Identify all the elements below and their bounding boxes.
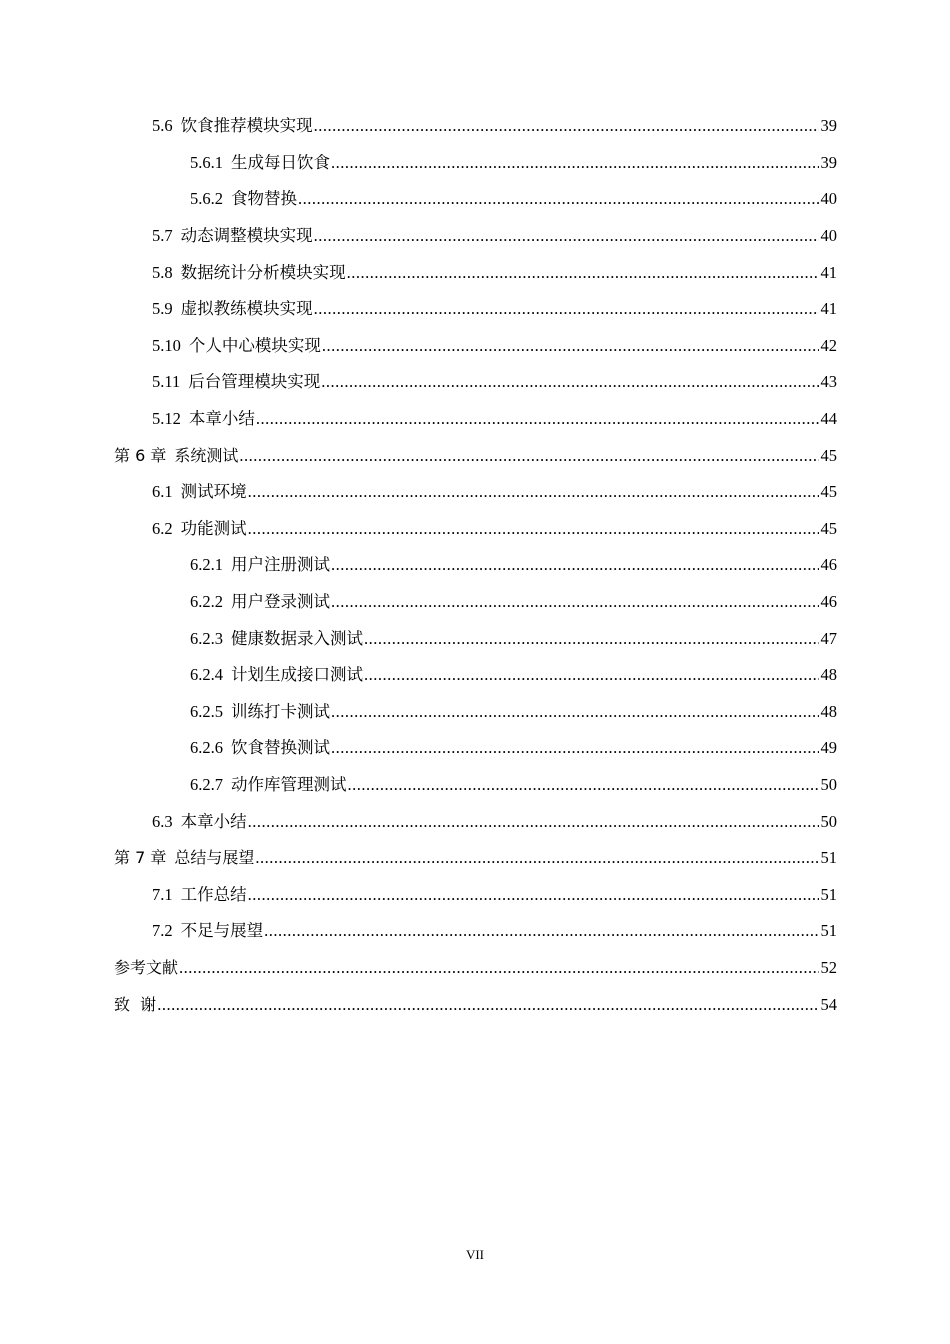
toc-entry-page: 43 xyxy=(820,372,837,392)
toc-entry-number: 6.1 xyxy=(152,482,173,502)
toc-entry-number: 5.6.2 xyxy=(190,189,223,209)
toc-entry-title: 功能测试 xyxy=(180,518,247,538)
toc-entry-page: 39 xyxy=(820,116,837,136)
toc-entry[interactable] xyxy=(0,767,950,804)
dot-leader xyxy=(255,848,818,868)
dot-leader xyxy=(321,372,818,392)
toc-entry-number: 6.2.2 xyxy=(190,592,223,612)
dot-leader xyxy=(314,116,819,136)
toc-entry[interactable] xyxy=(0,145,950,182)
toc-entry-title: 训练打卡测试 xyxy=(231,701,330,721)
toc-entry[interactable] xyxy=(0,511,950,548)
toc-entry-title: 参考文献 xyxy=(114,957,179,977)
toc-entry-page: 50 xyxy=(820,811,837,831)
dot-leader xyxy=(314,226,819,246)
toc-entry-page: 46 xyxy=(820,555,837,575)
toc-entry-number: 5.9 xyxy=(152,299,173,319)
page-number-footer: VII xyxy=(465,1247,485,1262)
toc-entry-page: 47 xyxy=(820,628,837,648)
toc-entry-page: 45 xyxy=(820,518,837,538)
toc-entry-number: 5.6.1 xyxy=(190,152,223,172)
toc-entry-title: 动态调整模块实现 xyxy=(180,226,313,246)
toc-entry-number: 6.2 xyxy=(152,518,173,538)
toc-entry[interactable] xyxy=(0,474,950,511)
toc-entry-page: 48 xyxy=(820,701,837,721)
dot-leader xyxy=(322,336,819,356)
toc-entry-page: 41 xyxy=(820,299,837,319)
toc-entry-page: 48 xyxy=(820,665,837,685)
dot-leader xyxy=(248,519,819,539)
toc-entry-page: 52 xyxy=(820,957,837,977)
toc-entry-page: 51 xyxy=(820,884,837,904)
toc-entry-title: 饮食推荐模块实现 xyxy=(180,116,313,136)
dot-leader xyxy=(331,702,819,722)
dot-leader xyxy=(331,153,819,173)
toc-chapter-entry[interactable] xyxy=(0,437,950,474)
toc-entry-number: 5.11 xyxy=(152,372,181,392)
toc-entry-number: 6.2.3 xyxy=(190,628,223,648)
dot-leader xyxy=(364,629,819,649)
dot-leader xyxy=(248,885,819,905)
toc-entry-page: 45 xyxy=(820,482,837,502)
table-of-contents xyxy=(0,108,950,1023)
toc-entry-title: 健康数据录入测试 xyxy=(231,628,363,648)
toc-entry[interactable] xyxy=(0,181,950,218)
dot-leader xyxy=(314,299,819,319)
dot-leader xyxy=(331,555,819,575)
toc-entry-number: 5.7 xyxy=(152,226,173,246)
toc-entry-page: 41 xyxy=(820,262,837,282)
toc-entry[interactable] xyxy=(0,620,950,657)
toc-entry-page: 45 xyxy=(820,445,837,465)
toc-entry-page: 42 xyxy=(820,335,837,355)
toc-entry-title: 动作库管理测试 xyxy=(231,774,347,794)
toc-entry-title: 后台管理模块实现 xyxy=(188,372,321,392)
toc-entry-page: 50 xyxy=(820,774,837,794)
toc-chapter-entry[interactable] xyxy=(0,986,950,1023)
toc-entry-number: 6.2.4 xyxy=(190,665,223,685)
toc-entry-title: 本章小结 xyxy=(188,409,255,429)
dot-leader xyxy=(364,665,819,685)
toc-entry[interactable] xyxy=(0,108,950,145)
toc-entry[interactable] xyxy=(0,657,950,694)
toc-entry-title: 饮食替换测试 xyxy=(231,738,330,758)
toc-entry-page: 44 xyxy=(820,409,837,429)
toc-entry-number: 5.12 xyxy=(152,409,181,429)
toc-entry-title: 用户注册测试 xyxy=(231,555,330,575)
dot-leader xyxy=(239,446,818,466)
toc-chapter-entry[interactable] xyxy=(0,950,950,987)
dot-leader xyxy=(331,738,819,758)
toc-entry-page: 40 xyxy=(820,226,837,246)
toc-entry-title: 个人中心模块实现 xyxy=(188,335,321,355)
dot-leader xyxy=(248,812,819,832)
toc-entry-number: 5.6 xyxy=(152,116,173,136)
toc-entry-title: 总结与展望 xyxy=(174,848,255,868)
toc-entry[interactable] xyxy=(0,584,950,621)
dot-leader xyxy=(331,592,819,612)
toc-entry-page: 40 xyxy=(820,189,837,209)
toc-entry[interactable] xyxy=(0,547,950,584)
dot-leader xyxy=(256,409,819,429)
toc-entry-title: 工作总结 xyxy=(180,884,247,904)
toc-entry-page: 51 xyxy=(820,848,837,868)
toc-entry[interactable] xyxy=(0,401,950,438)
dot-leader xyxy=(298,189,819,209)
toc-entry-title: 计划生成接口测试 xyxy=(231,665,363,685)
toc-entry[interactable] xyxy=(0,876,950,913)
dot-leader xyxy=(348,775,819,795)
toc-entry[interactable] xyxy=(0,803,950,840)
toc-entry[interactable] xyxy=(0,328,950,365)
toc-entry-title: 不足与展望 xyxy=(180,921,264,941)
toc-entry-number: 7.1 xyxy=(152,884,173,904)
toc-entry-page: 54 xyxy=(820,994,837,1014)
toc-entry-page: 49 xyxy=(820,738,837,758)
toc-entry[interactable] xyxy=(0,254,950,291)
toc-entry[interactable] xyxy=(0,913,950,950)
toc-entry[interactable] xyxy=(0,218,950,255)
toc-entry-number: 6.3 xyxy=(152,811,173,831)
toc-entry-title: 本章小结 xyxy=(180,811,247,831)
dot-leader xyxy=(264,921,818,941)
toc-entry-page: 39 xyxy=(820,152,837,172)
toc-entry-title: 用户登录测试 xyxy=(231,592,330,612)
toc-entry[interactable] xyxy=(0,364,950,401)
toc-entry-number: 5.10 xyxy=(152,335,181,355)
dot-leader xyxy=(157,995,818,1015)
toc-chapter-entry[interactable] xyxy=(0,840,950,877)
dot-leader xyxy=(179,958,818,978)
toc-entry-number: 5.8 xyxy=(152,262,173,282)
toc-entry-number: 6.2.7 xyxy=(190,774,223,794)
toc-entry-title: 测试环境 xyxy=(180,482,247,502)
dot-leader xyxy=(248,482,819,502)
dot-leader xyxy=(347,263,819,283)
toc-entry-number: 7.2 xyxy=(152,921,173,941)
toc-entry[interactable] xyxy=(0,730,950,767)
toc-entry-title: 致 谢 xyxy=(114,994,157,1014)
toc-entry-title: 系统测试 xyxy=(174,445,239,465)
toc-entry[interactable] xyxy=(0,291,950,328)
toc-entry-title: 食物替换 xyxy=(231,189,297,209)
toc-entry-page: 46 xyxy=(820,592,837,612)
toc-entry[interactable] xyxy=(0,694,950,731)
toc-entry-number: 6.2.5 xyxy=(190,701,223,721)
toc-entry-page: 51 xyxy=(820,921,837,941)
toc-entry-title: 数据统计分析模块实现 xyxy=(180,262,346,282)
toc-entry-number: 6.2.1 xyxy=(190,555,223,575)
toc-entry-number: 6.2.6 xyxy=(190,738,223,758)
toc-entry-number: 第 6 章 xyxy=(114,445,167,465)
toc-entry-title: 虚拟教练模块实现 xyxy=(180,299,313,319)
toc-entry-title: 生成每日饮食 xyxy=(231,152,330,172)
toc-entry-number: 第 7 章 xyxy=(114,848,167,868)
